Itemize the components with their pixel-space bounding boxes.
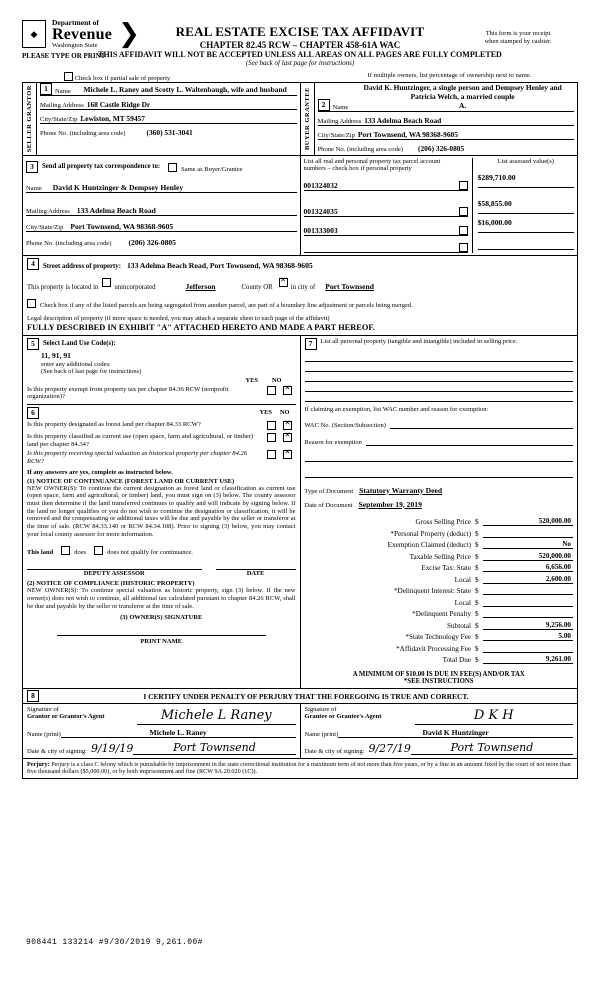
section-3-block: [22, 155, 578, 256]
seller-address-value[interactable]: 168 Castle Ridge Dr: [86, 100, 151, 109]
seller-block: [23, 83, 300, 155]
qualify-row: [27, 541, 296, 559]
parcel-personal-checkbox-2[interactable]: [459, 226, 468, 235]
section-5-6-column: [23, 336, 301, 689]
section-6-number: 6: [27, 407, 39, 419]
same-as-buyer-label: Same as Buyer/Grantee: [181, 165, 243, 173]
receipt-note: [458, 30, 578, 46]
calc-label-5: Local: [454, 575, 471, 584]
personal-property-lines[interactable]: [305, 352, 574, 402]
calc-dollar-5: $: [475, 575, 479, 584]
s3-citystate-value[interactable]: Port Townsend, WA 98368-9605: [70, 221, 174, 231]
does-label: does: [74, 549, 87, 557]
calc-dollar-0: $: [475, 518, 479, 527]
agency-dept-label: Department of: [52, 18, 99, 27]
section-3-number: 3: [26, 161, 38, 173]
receipt-line-1: This form is your receipt: [485, 30, 551, 37]
calc-value-4[interactable]: 6,656.00: [483, 563, 573, 572]
buyer-block: [300, 83, 578, 155]
seller-name-label: Name: [55, 88, 71, 95]
parcel-personal-checkbox-1[interactable]: [459, 207, 468, 216]
seller-phone-label: Phone No. (including area code): [40, 130, 126, 137]
parcel-list: [304, 176, 468, 253]
seller-section-number: 1: [40, 83, 52, 95]
s5-yes-header: YES: [245, 376, 258, 384]
s3-phone-label: Phone No. (including area code): [26, 239, 112, 247]
grantor-city-value[interactable]: Port Townsend: [133, 741, 295, 755]
buyer-address-value[interactable]: 133 Adelma Beach Road: [364, 115, 442, 125]
perjury-block: [22, 759, 578, 779]
print-name-label: PRINT NAME: [140, 638, 183, 646]
multiple-owners-label: If multiple owners, list percentage of ownership next to name.: [367, 72, 532, 79]
parcel-number-0[interactable]: 001324032: [303, 180, 338, 190]
s6-question-0: Is this property designated as forest land per chapter 84.33 RCW?: [27, 420, 201, 428]
grantor-sig-label-1: Signature of: [27, 706, 59, 714]
document-body: [22, 14, 578, 779]
doctype-label: Type of Document: [304, 487, 354, 495]
grantee-name-label: Name (print): [304, 731, 339, 739]
calc-dollar-9: $: [475, 621, 479, 630]
city-value[interactable]: Port Townsend: [325, 281, 374, 291]
calc-value-3[interactable]: 520,000.00: [483, 552, 573, 561]
s6-instruction: If any answers are yes, complete as instructed below.: [27, 468, 173, 476]
buyer-name-extra: A.: [459, 101, 467, 111]
grantee-signature[interactable]: D K H: [473, 708, 514, 724]
s6-q2-yes-checkbox[interactable]: [267, 450, 276, 459]
calc-label-2: Exemption Claimed (deduct): [387, 541, 471, 550]
seller-name-value[interactable]: Michele L. Raney and Scotty L. Waltenbaugh, wife and husband: [83, 85, 287, 95]
section-3-title: Send all property tax correspondence to:: [42, 163, 161, 171]
grantor-name-label: Name (print): [27, 731, 61, 739]
swoosh-icon: ❯: [118, 19, 140, 49]
grantee-date-label: Date & city of signing:: [304, 748, 365, 756]
owner-signature-heading: (3) OWNER(S) SIGNATURE: [120, 614, 203, 622]
assessed-value-3[interactable]: [478, 237, 574, 250]
state-seal-icon: ◆: [22, 20, 46, 48]
same-as-buyer-checkbox[interactable]: [168, 163, 177, 172]
calc-row-12: [305, 653, 574, 665]
s6-q2-no-checkbox[interactable]: [283, 450, 292, 459]
grantee-sig-label-2: Grantee or Grantee's Agent: [304, 713, 382, 721]
additional-codes-label: enter any additional codes:: [41, 360, 111, 368]
s5-no-header: NO: [271, 376, 282, 384]
calc-dollar-4: $: [475, 564, 479, 573]
tax-calculation-table: [305, 515, 574, 665]
certify-statement: I CERTIFY UNDER PENALTY OF PERJURY THAT THE FOREGOING IS TRUE AND CORRECT.: [143, 691, 469, 701]
agency-name: Revenue: [52, 25, 113, 43]
parcel-number-2[interactable]: 001333003: [303, 225, 338, 235]
calc-value-2[interactable]: No: [483, 540, 573, 549]
section-4-block: [22, 256, 578, 336]
calc-dollar-2: $: [475, 541, 479, 550]
calc-value-6[interactable]: [483, 594, 573, 595]
see-back-label: (See back of last page for instructions): [41, 367, 142, 375]
land-use-code-value[interactable]: 11, 91, 91: [41, 350, 71, 360]
s3-name-label: Name: [26, 184, 42, 192]
buyer-name-label: Name: [332, 103, 349, 111]
s6-q0-no-checkbox[interactable]: [283, 421, 292, 430]
historic-heading: (2) NOTICE OF COMPLIANCE (HISTORIC PROPERTY): [27, 580, 195, 588]
does-not-qualify-checkbox[interactable]: [94, 546, 103, 555]
calc-row-10: [305, 630, 574, 642]
seller-address-label: Mailing Address: [40, 102, 84, 109]
perjury-label: Perjury:: [27, 761, 50, 769]
calc-row-5: [305, 572, 574, 584]
owner-signature-line[interactable]: [57, 621, 266, 636]
grantee-city-value[interactable]: Port Townsend: [411, 741, 573, 755]
calc-row-9: [305, 618, 574, 630]
reason-label: Reason for exemption: [304, 438, 362, 446]
calc-dollar-8: $: [475, 610, 479, 619]
instructions-line: (See back of last page for instructions): [245, 59, 355, 67]
middle-block: [22, 336, 578, 690]
assessed-value-0[interactable]: $289,710.00: [478, 173, 574, 188]
parcel-number-1[interactable]: 001324035: [303, 206, 338, 216]
calc-label-7: Local: [454, 598, 471, 607]
calc-value-0[interactable]: 520,000.00: [483, 517, 573, 526]
assessed-header: List assessed value(s): [497, 157, 554, 165]
buyer-section-number: 2: [318, 99, 330, 111]
s5-exempt-question: Is this property exempt from property tax per chapter 84.36 RCW (nonprofit organization)?: [27, 385, 229, 401]
calc-row-6: [305, 584, 574, 596]
s6-no-header: NO: [279, 409, 290, 417]
seller-citystate-label: City/State/Zip: [40, 116, 78, 123]
calc-row-2: [305, 538, 574, 550]
type-or-print-label: PLEASE TYPE OR PRINT: [22, 52, 106, 60]
seller-side-label: SELLER GRANTOR: [26, 85, 33, 153]
calc-value-1[interactable]: [483, 537, 573, 538]
grantor-signature[interactable]: Michele L Raney: [160, 708, 272, 724]
buyer-citystate-label: City/State/Zip: [317, 131, 355, 139]
legal-description-label: Legal description of property (if more space is needed, you may attach a separate sheet to each page of the affidavit): [27, 314, 330, 322]
docdate-label: Date of Document: [304, 501, 353, 509]
assessor-date-label: DATE: [216, 569, 296, 577]
segregation-checkbox[interactable]: [27, 299, 36, 308]
grantee-sig-label-1: Signature of: [304, 706, 337, 714]
calc-dollar-1: $: [475, 529, 479, 538]
grantee-date-value[interactable]: 9/27/19: [368, 742, 411, 756]
s6-question-row-2: [27, 450, 296, 465]
calc-dollar-11: $: [475, 644, 479, 653]
grantor-signature-block: [23, 704, 300, 758]
s6-question-row-1: [27, 433, 296, 448]
calc-value-5[interactable]: 2,600.00: [483, 575, 573, 584]
wac-value[interactable]: [390, 418, 573, 429]
s3-address-value[interactable]: 133 Adelma Beach Road: [76, 205, 156, 215]
parcel-personal-checkbox-0[interactable]: [459, 181, 468, 190]
parcel-block: [301, 156, 578, 255]
s6-q0-yes-checkbox[interactable]: [267, 421, 276, 430]
document-header: [22, 14, 578, 70]
deputy-assessor-label: DEPUTY ASSESSOR: [27, 569, 202, 577]
minimum-due-note: A MINIMUM OF $10.00 IS DUE IN FEE(S) AND/OR TAX: [352, 671, 525, 679]
grantor-name-value[interactable]: Michele L. Raney: [61, 728, 296, 738]
s3-citystate-label: City/State/Zip: [26, 223, 64, 231]
in-city-label: in city of: [290, 283, 316, 291]
doctype-value[interactable]: Statutory Warranty Deed: [359, 485, 443, 495]
calc-value-10[interactable]: 5.00: [483, 632, 573, 641]
calc-label-8: *Delinquent Penalty: [412, 610, 471, 619]
buyer-name-value[interactable]: David K. Huntzinger, a single person and Dempsey Henley and Patricia Welch, a married couple: [363, 83, 562, 101]
grantor-date-value[interactable]: 9/19/19: [90, 742, 134, 756]
section-8-block: [22, 689, 578, 759]
calc-label-1: *Personal Property (deduct): [390, 529, 471, 538]
parcel-header-1: List all real and personal property tax parcel account: [303, 157, 441, 165]
county-value[interactable]: Jefferson: [185, 281, 216, 291]
tax-correspondence-block: [23, 156, 301, 255]
s3-address-label: Mailing Address: [26, 207, 70, 215]
seller-phone-value[interactable]: (360) 531-3041: [146, 128, 193, 137]
seller-side-tab: [23, 83, 37, 155]
calc-dollar-6: $: [475, 587, 479, 596]
section-5-number: 5: [27, 338, 39, 350]
buyer-side-tab: [301, 83, 315, 155]
calc-dollar-7: $: [475, 598, 479, 607]
grantor-date-label: Date & city of signing:: [27, 748, 87, 756]
grantee-signature-block: [300, 704, 578, 758]
s6-q1-yes-checkbox[interactable]: [267, 433, 276, 442]
unincorporated-label: unincorporated: [114, 283, 156, 291]
calc-value-8[interactable]: [483, 617, 573, 618]
assessed-value-2[interactable]: $16,000.00: [478, 218, 574, 233]
page-title: REAL ESTATE EXCISE TAX AFFIDAVIT: [175, 24, 425, 39]
calc-value-12[interactable]: 9,261.00: [483, 655, 573, 664]
calc-dollar-10: $: [475, 633, 479, 642]
s5-exempt-yes-checkbox[interactable]: [267, 386, 276, 395]
calc-label-3: Taxable Selling Price: [409, 552, 471, 561]
reason-value[interactable]: [366, 435, 573, 446]
s6-yes-header: YES: [259, 409, 272, 417]
calc-label-0: Gross Selling Price: [415, 518, 471, 527]
calc-label-11: *Affidavit Processing Fee: [396, 644, 471, 653]
s5-exempt-question-row: [27, 386, 296, 401]
section-8-number: 8: [27, 690, 39, 702]
s6-question-1: Is this property classified as current use (open space, farm and agricultural, or timber) land per chapter 84.34?: [27, 433, 254, 448]
notice-line: THIS AFFIDAVIT WILL NOT BE ACCEPTED UNLESS ALL AREAS ON ALL PAGES ARE FULLY COMPLETED: [98, 50, 502, 59]
calc-row-0: [305, 515, 574, 527]
does-qualify-checkbox[interactable]: [61, 546, 70, 555]
calc-label-4: Excise Tax: State: [421, 564, 471, 573]
buyer-citystate-value[interactable]: Port Townsend, WA 98368-9605: [357, 129, 458, 139]
see-instructions-note: *SEE INSTRUCTIONS: [403, 678, 474, 686]
agency-state: Washington State: [52, 41, 98, 49]
calc-row-8: [305, 607, 574, 619]
s6-question-2: Is this property receiving special valuation as historical property per chapter 84.26 RCW?: [27, 450, 248, 466]
calc-dollar-3: $: [475, 552, 479, 561]
in-city-checkbox[interactable]: [279, 278, 288, 287]
legal-description-value[interactable]: FULLY DESCRIBED IN EXHIBIT "A" ATTACHED HERETO AND MADE A PART HEREOF.: [27, 322, 375, 332]
unincorporated-checkbox[interactable]: [102, 278, 111, 287]
historic-text: NEW OWNER(S): To continue special valuation as historic property, sign (3) below. If the new owner(s) does not wish to continue, all additional tax calculated pursuant to chapter 84.26 RCW, shall be due and payable by the seller or transferor at the time of sale.: [27, 587, 296, 610]
calc-value-7[interactable]: [483, 606, 573, 607]
calc-value-11[interactable]: [483, 652, 573, 653]
perjury-text: Perjury is a class C felony which is punishable by imprisonment in the state correctional institution for a maximum term of not more than five years, or by a fine in an amount fixed by the court of not more than five thousand dollars ($5,000.00), or by both imprisonment and fine (RCW 9A.20.020 (1C)).: [27, 761, 571, 776]
parcel-header-2: numbers – check box if personal property: [303, 164, 412, 172]
calc-dollar-12: $: [475, 656, 479, 665]
land-use-title: Select Land Use Code(s):: [43, 340, 116, 348]
grantee-name-value[interactable]: David K Huntzinger: [338, 728, 573, 738]
continuance-heading: (1) NOTICE OF CONTINUANCE (FOREST LAND OR CURRENT USE): [27, 477, 235, 485]
segregation-label: Check box if any of the listed parcels are being segregated from another parcel, are part of a boundary line adjustment or parcels being merged.: [40, 301, 413, 309]
section-7-column: [301, 336, 578, 689]
calc-label-12: Total Due: [442, 656, 471, 665]
calc-label-9: Subtotal: [447, 621, 471, 630]
buyer-address-label: Mailing Address: [317, 117, 362, 125]
this-land-label: This land: [27, 549, 54, 557]
docdate-value[interactable]: September 19, 2019: [358, 499, 422, 509]
s5-exempt-no-checkbox[interactable]: [283, 386, 292, 395]
s3-name-value[interactable]: David K Huntzinger & Dempsey Henley: [52, 182, 184, 192]
s6-question-row-0: [27, 421, 296, 432]
exemption-claim-label: If claiming an exemption, list WAC number and reason for exemption:: [304, 405, 489, 413]
assessed-value-1[interactable]: $58,855.00: [478, 199, 574, 214]
calc-label-10: *State Technology Fee: [405, 633, 471, 642]
continuance-text: NEW OWNER(S): To continue the current designation as forest land or classification as current use (open space, farm and agricultural, or timber) land, you must sign on (3) below. The county assessor must then determine if the land transferred continues to qualify and will indicate by signing below. If the land no longer qualifies or you do not wish to continue the designation or classification, it will be removed and the compensating or additional taxes will be due and payable by the seller or transferor at the time of sale. (RCW 84.33.140 or RCW 84.34.108). Prior to signing (3) below, you may contact your local county assessor for more information.: [27, 484, 296, 538]
grantor-sig-label-2: Grantor or Grantor's Agent: [27, 713, 105, 721]
does-not-label: does not qualify for continuance.: [107, 549, 193, 557]
section-7-title: List all personal property (tangible and intangible) included in selling price.: [320, 337, 518, 345]
parcel-personal-checkbox-3[interactable]: [459, 243, 468, 252]
calc-row-3: [305, 549, 574, 561]
located-in-label: This property is located in: [27, 283, 99, 291]
calc-row-11: [305, 641, 574, 653]
wac-label: WAC No. (Section/Subsection): [304, 421, 386, 429]
calc-label-6: *Delinquent Interest: State: [393, 587, 471, 596]
s6-q1-no-checkbox[interactable]: [283, 433, 292, 442]
calc-row-1: [305, 526, 574, 538]
section-4-number: 4: [27, 258, 39, 270]
buyer-phone-value[interactable]: (206) 326-0805: [418, 143, 465, 153]
calc-row-7: [305, 595, 574, 607]
street-address-label: Street address of property:: [43, 262, 121, 270]
parties-block: [22, 82, 578, 155]
receipt-line-2: when stamped by cashier.: [484, 38, 552, 46]
county-or-label: County OR: [241, 283, 273, 291]
partial-sale-checkbox[interactable]: [64, 72, 73, 81]
street-address-value[interactable]: 133 Adelma Beach Road, Port Townsend, WA 98368-9605: [126, 260, 313, 270]
buyer-side-label: BUYER GRANTEE: [303, 87, 311, 151]
buyer-phone-label: Phone No. (including area code): [317, 145, 404, 153]
s3-phone-value[interactable]: (206) 326-0805: [128, 237, 176, 247]
calc-row-4: [305, 561, 574, 573]
recording-stamp: 908441 133214 #9/30/2019 9,261.00#: [26, 938, 203, 947]
partial-sale-label: Check box if partial sale of property: [74, 75, 171, 82]
seller-citystate-value[interactable]: Lewiston, MT 59457: [80, 114, 145, 123]
section-7-number: 7: [305, 338, 317, 350]
calc-value-9[interactable]: 9,256.00: [483, 621, 573, 630]
chapter-line: CHAPTER 82.45 RCW – CHAPTER 458-61A WAC: [199, 40, 401, 50]
top-check-row: [22, 72, 578, 82]
